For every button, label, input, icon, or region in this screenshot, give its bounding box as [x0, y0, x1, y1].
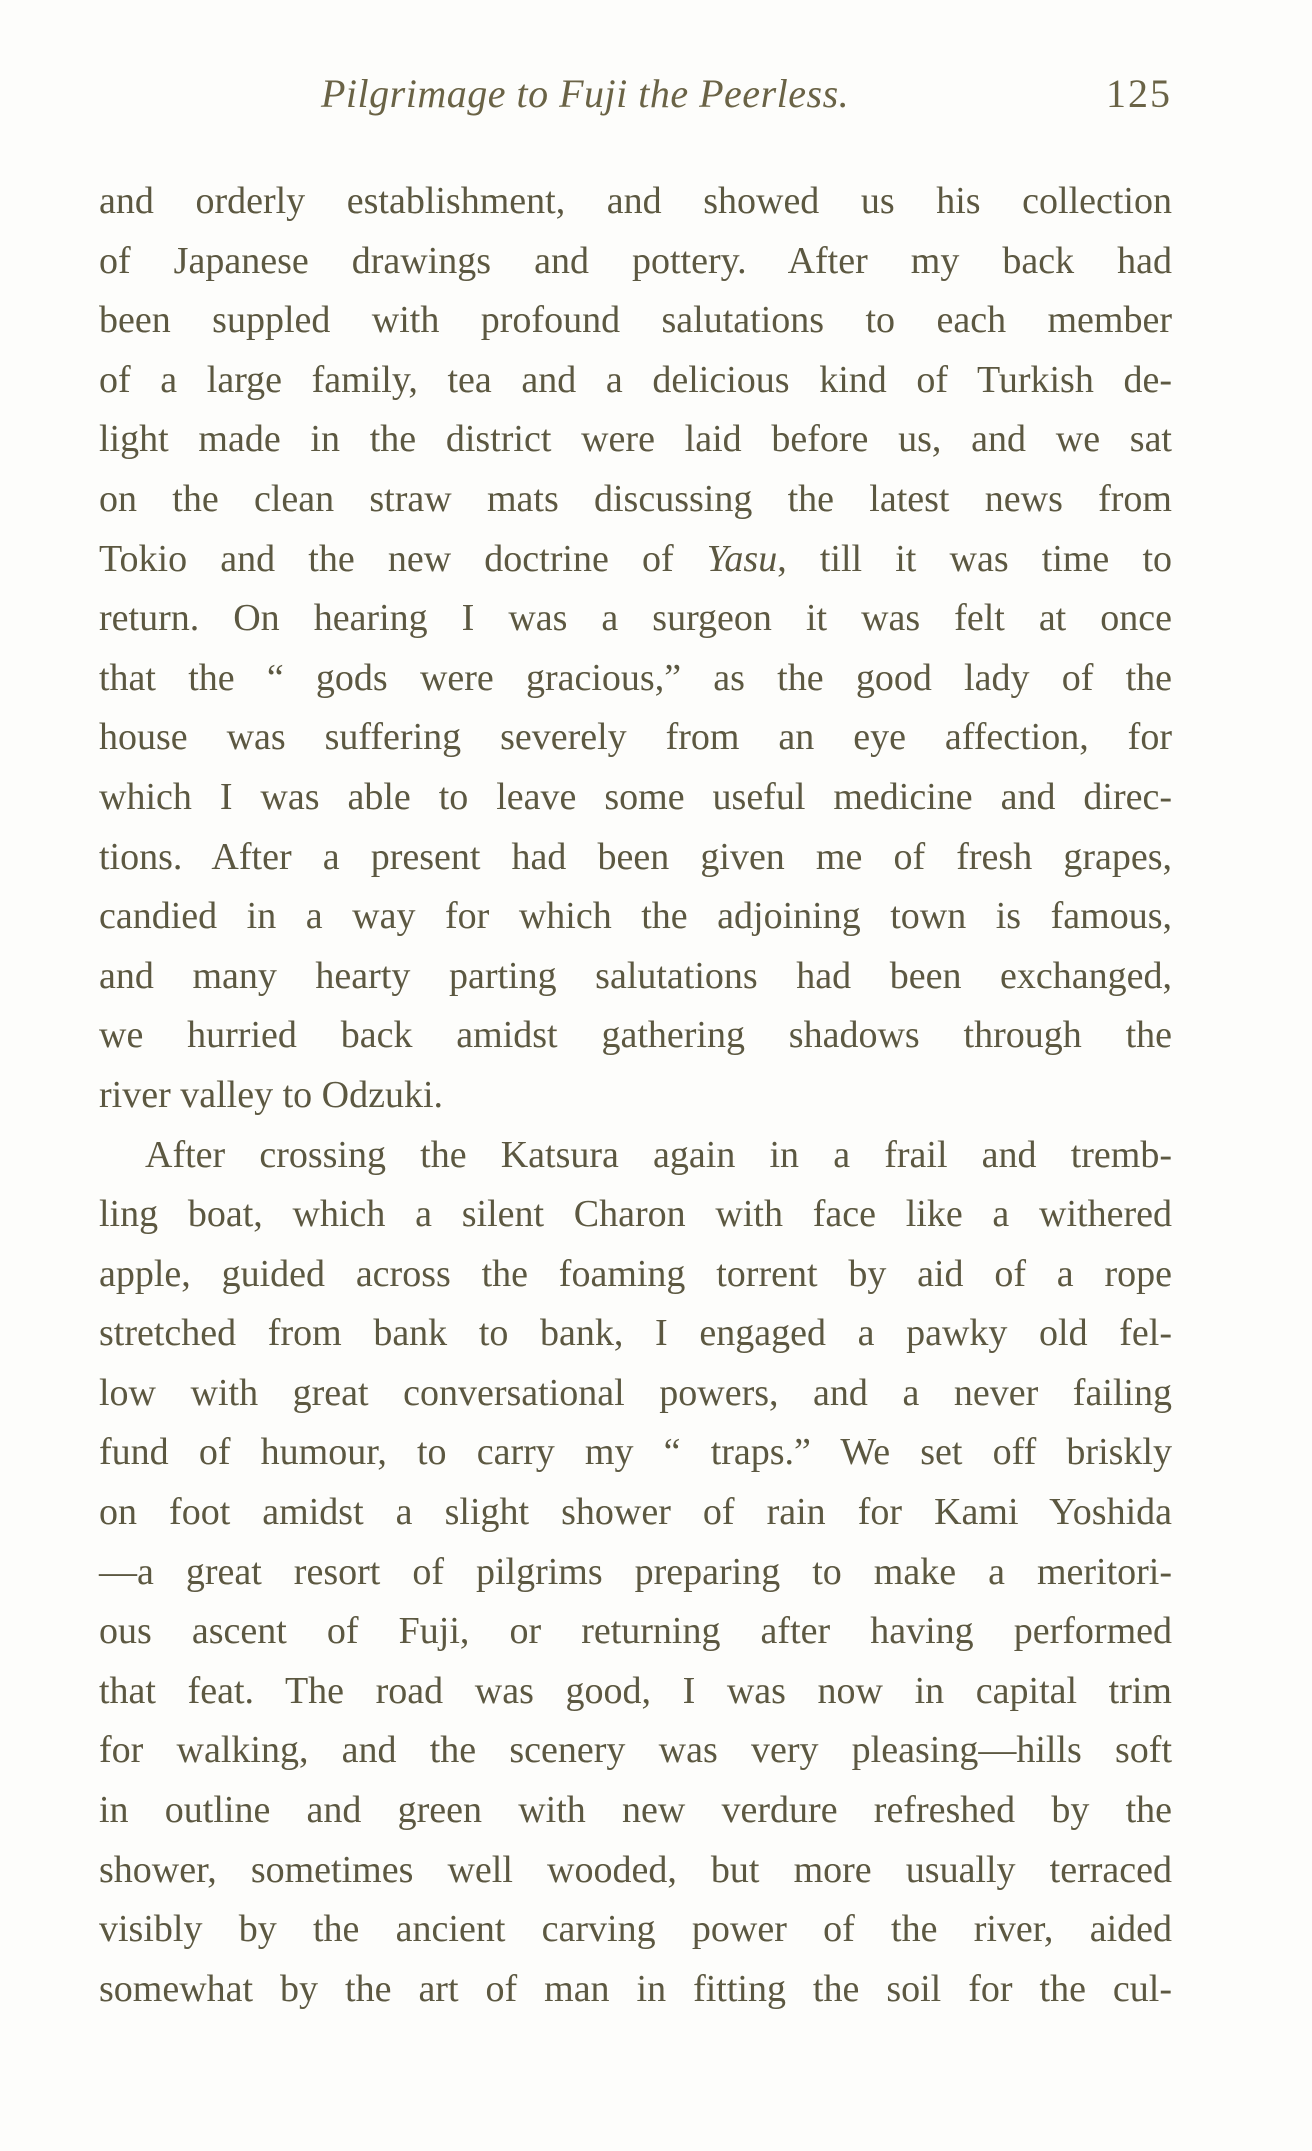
text-line: return. On hearing I was a surgeon it was felt at once [99, 597, 1172, 640]
text-line: that the “ gods were gracious,” as the good lady of the [99, 656, 1172, 699]
text-line: ous ascent of Fuji, or returning after having performed [99, 1610, 1172, 1653]
text-line: and orderly establishment, and showed us his collection [99, 180, 1172, 222]
running-title: Pilgrimage to Fuji the Peerless. [321, 71, 850, 116]
text-line: After crossing the Katsura again in a frail and tremb- [145, 1133, 1172, 1176]
text-line: tions. After a present had been given me of fresh grapes, [99, 835, 1172, 878]
text-line: that feat. The road was good, I was now in capital trim [99, 1669, 1172, 1712]
text-line: candied in a way for which the adjoining town is famous, [99, 895, 1172, 938]
text-line: —a great resort of pilgrims preparing to make a meritori- [99, 1550, 1172, 1593]
text-line: shower, sometimes well wooded, but more usually terraced [99, 1848, 1172, 1891]
text-line: stretched from bank to bank, I engaged a pawky old fel- [99, 1312, 1172, 1355]
text-line: low with great conversational powers, and a never failing [99, 1371, 1172, 1414]
text-line: ling boat, which a silent Charon with face like a withered [99, 1193, 1172, 1236]
text-line [99, 530, 1172, 590]
text-line: in outline and green with new verdure refreshed by the [99, 1789, 1172, 1832]
text-line: of a large family, tea and a delicious kind of Turkish de- [99, 358, 1172, 401]
italic-word: Yasu [706, 537, 778, 580]
text-line: for walking, and the scenery was very pleasing—hills soft [99, 1729, 1172, 1772]
page-number: 125 [1106, 71, 1172, 116]
text-line: somewhat by the art of man in fitting the soil for the cul- [99, 1967, 1172, 2010]
text-line: on the clean straw mats discussing the latest news from [99, 477, 1172, 520]
text-line: river valley to Odzuki. [99, 1073, 444, 1116]
text-line: light made in the district were laid before us, and we sat [99, 418, 1172, 461]
text-line: been suppled with profound salutations to each member [99, 299, 1172, 342]
text-line: on foot amidst a slight shower of rain for Kami Yoshida [99, 1491, 1172, 1534]
text-line: fund of humour, to carry my “ traps.” We set off briskly [99, 1431, 1172, 1474]
text-line: visibly by the ancient carving power of the river, aided [99, 1908, 1172, 1951]
text-line: which I was able to leave some useful medicine and direc- [99, 775, 1172, 818]
body-text [99, 172, 1172, 2019]
text-segment: , till it was time to [777, 537, 1173, 580]
running-header [99, 64, 1172, 124]
text-line: apple, guided across the foaming torrent by aid of a rope [99, 1252, 1172, 1295]
text-line: and many hearty parting salutations had been exchanged, [99, 954, 1172, 997]
text-line: of Japanese drawings and pottery. After my back had [99, 239, 1172, 282]
text-line: house was suffering severely from an eye affection, for [99, 716, 1172, 759]
text-segment: Tokio and the new doctrine of [99, 537, 707, 580]
text-line: we hurried back amidst gathering shadows through the [99, 1014, 1172, 1057]
